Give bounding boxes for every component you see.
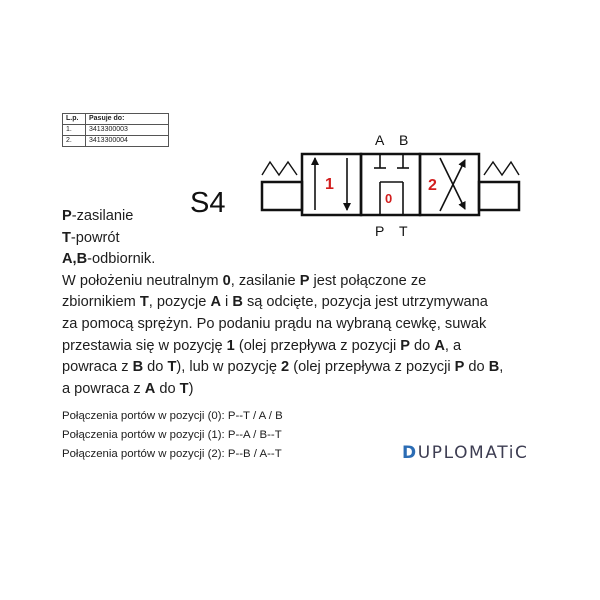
- description-text-run: do: [143, 359, 168, 376]
- description-bold-text: T: [62, 229, 71, 246]
- description-line: [62, 292, 532, 314]
- description-bold-text: B: [132, 359, 144, 376]
- description-line: [62, 249, 532, 271]
- description-bold-text: P: [454, 359, 465, 376]
- position-1-label: 1: [325, 176, 334, 193]
- connection-position-0: Połączenia portów w pozycji (0): P--T / A / B: [62, 410, 283, 422]
- description-text-run: do: [409, 337, 435, 354]
- description-bold-text: T: [139, 294, 149, 311]
- description-text-run: -odbiornik.: [87, 251, 156, 268]
- symbol-label: S4: [190, 187, 226, 219]
- description-text-run: W położeniu neutralnym: [62, 272, 223, 289]
- description-text-run: ), lub w pozycję: [176, 359, 282, 376]
- description-line: [62, 314, 532, 336]
- description-text-run: do: [155, 380, 180, 397]
- description-text: [62, 206, 532, 400]
- description-bold-text: 1: [226, 337, 235, 354]
- description-bold-text: B: [488, 359, 500, 376]
- description-line: [62, 206, 532, 228]
- description-text-run: (olej przepływa z pozycji: [234, 337, 401, 354]
- description-text-run: przestawia się w pozycję: [62, 337, 227, 354]
- row-part-number: 3413300004: [86, 136, 169, 147]
- description-text-run: powraca z: [62, 359, 133, 376]
- row-number: 1.: [63, 125, 86, 136]
- port-b-label: B: [399, 132, 409, 148]
- row-number: 2.: [63, 136, 86, 147]
- arrow-p-to-b: [440, 160, 465, 211]
- description-line: [62, 357, 532, 379]
- description-line: [62, 271, 532, 293]
- description-bold-text: A: [210, 294, 221, 311]
- description-text-run: jest połączone ze: [309, 272, 427, 289]
- description-line: [62, 379, 532, 401]
- description-bold-text: 0: [222, 272, 231, 289]
- description-line: [62, 336, 532, 358]
- arrow-a-to-t: [440, 158, 465, 209]
- logo-letter-d: D: [402, 443, 418, 463]
- description-text-run: , zasilanie: [230, 272, 300, 289]
- port-connections-list: [62, 407, 283, 464]
- description-bold-text: B: [232, 294, 243, 311]
- description-bold-text: T: [167, 359, 177, 376]
- right-spring-icon: [484, 162, 519, 175]
- description-line: [62, 228, 532, 250]
- connection-position-2: Połączenia portów w pozycji (2): P--B / A--T: [62, 448, 282, 460]
- description-text-run: ): [188, 380, 194, 397]
- connection-position-1: Połączenia portów w pozycji (1): P--A / B--T: [62, 429, 282, 441]
- position-0-label: 0: [385, 191, 393, 206]
- header-lp: L.p.: [63, 114, 86, 125]
- port-p-label: P: [375, 223, 385, 239]
- description-bold-text: A,B: [62, 251, 88, 268]
- logo-text: UPLOMATiC: [417, 443, 529, 463]
- port-a-label: A: [375, 132, 385, 148]
- description-bold-text: P: [62, 208, 72, 224]
- description-bold-text: P: [400, 337, 410, 354]
- description-text-run: (olej przepływa z pozycji: [289, 359, 455, 376]
- description-text-run: zbiornikiem: [62, 294, 140, 311]
- row-part-number: 3413300003: [86, 125, 169, 136]
- description-bold-text: A: [434, 337, 445, 354]
- description-bold-text: P: [299, 272, 310, 289]
- description-bold-text: 2: [281, 359, 290, 376]
- description-text-run: , a: [444, 337, 462, 354]
- description-text-run: do: [464, 359, 489, 376]
- port-t-label: T: [399, 223, 408, 239]
- description-text-run: a powraca z: [62, 380, 145, 397]
- position-2-label: 2: [428, 177, 437, 194]
- left-spring-icon: [262, 162, 297, 175]
- duplomatic-logo: [402, 443, 529, 463]
- header-fits: Pasuje do:: [86, 114, 169, 125]
- description-text-run: za pomocą sprężyn. Po podaniu prądu na wybraną cewkę, suwak: [62, 315, 487, 332]
- description-text-run: są odcięte, pozycja jest utrzymywana: [242, 294, 488, 311]
- description-text-run: -zasilanie: [71, 208, 134, 224]
- description-text-run: -powrót: [70, 229, 120, 246]
- description-text-run: ,: [499, 359, 504, 376]
- description-bold-text: T: [179, 380, 189, 397]
- description-bold-text: A: [144, 380, 156, 397]
- description-text-run: , pozycje: [148, 294, 211, 311]
- description-text-run: i: [220, 294, 233, 311]
